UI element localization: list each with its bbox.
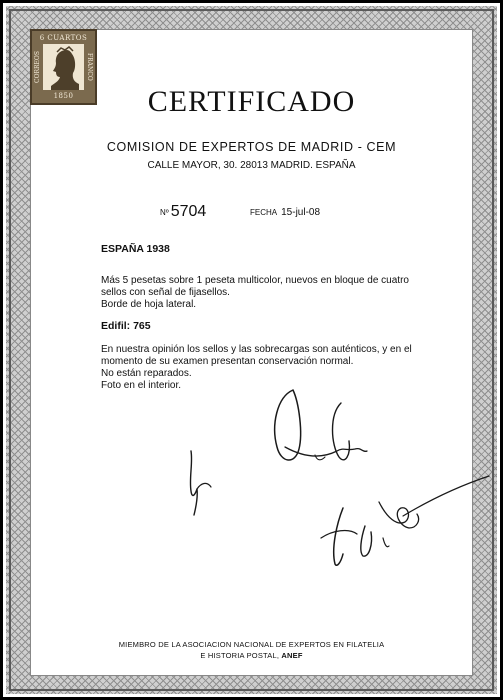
certificate-date-label: FECHA [250,208,278,217]
certificate-date-value: 15-jul-08 [281,207,321,218]
certificate-title: CERTIFICADO [147,85,356,118]
stamp-left-text: CORREOS [34,51,41,83]
certificate-number-label: Nº [160,208,169,217]
opinion-line: Foto en el interior. [101,380,182,391]
queen-profile-icon [43,44,84,90]
opinion-line: momento de su examen presentan conservación normal. [101,356,354,367]
commission-name: COMISION DE EXPERTOS DE MADRID - CEM [106,140,397,154]
opinion-line: En nuestra opinión los sellos y las sobrecargas son auténticos, y en el [101,344,412,355]
description-line: Más 5 pesetas sobre 1 peseta multicolor, nuevos en bloque de cuatro [101,275,409,286]
footer-line-2 [30,650,473,661]
stamp-bottom-text: 1850 [53,92,74,100]
certificate-date [250,207,320,218]
description-line: sellos con señal de fijasellos. [101,287,230,298]
signature-center [263,385,373,480]
certificate-number [160,203,206,221]
certificate-number-value: 5704 [170,203,207,220]
stamp-right-text: FRANCO [86,53,93,81]
description-line: Borde de hoja lateral. [101,299,197,310]
footer-line-1: MIEMBRO DE LA ASOCIACION NACIONAL DE EXPERTOS EN FILATELIA [118,640,385,649]
footer-line-2-text: E HISTORIA POSTAL, [200,651,282,660]
edifil-catalog-number: Edifil: 765 [101,320,151,332]
signature-left [183,443,223,518]
anef-acronym: ANEF [281,651,303,660]
stamp-issue-heading: ESPAÑA 1938 [101,243,170,255]
opinion-line: No están reparados. [101,368,192,379]
membership-footer [30,639,473,661]
stamp-portrait [43,44,84,90]
commission-address: CALLE MAYOR, 30. 28013 MADRID. ESPAÑA [147,160,356,171]
signature-right [313,468,493,578]
stamp-top-text: 6 CUARTOS [39,34,88,42]
